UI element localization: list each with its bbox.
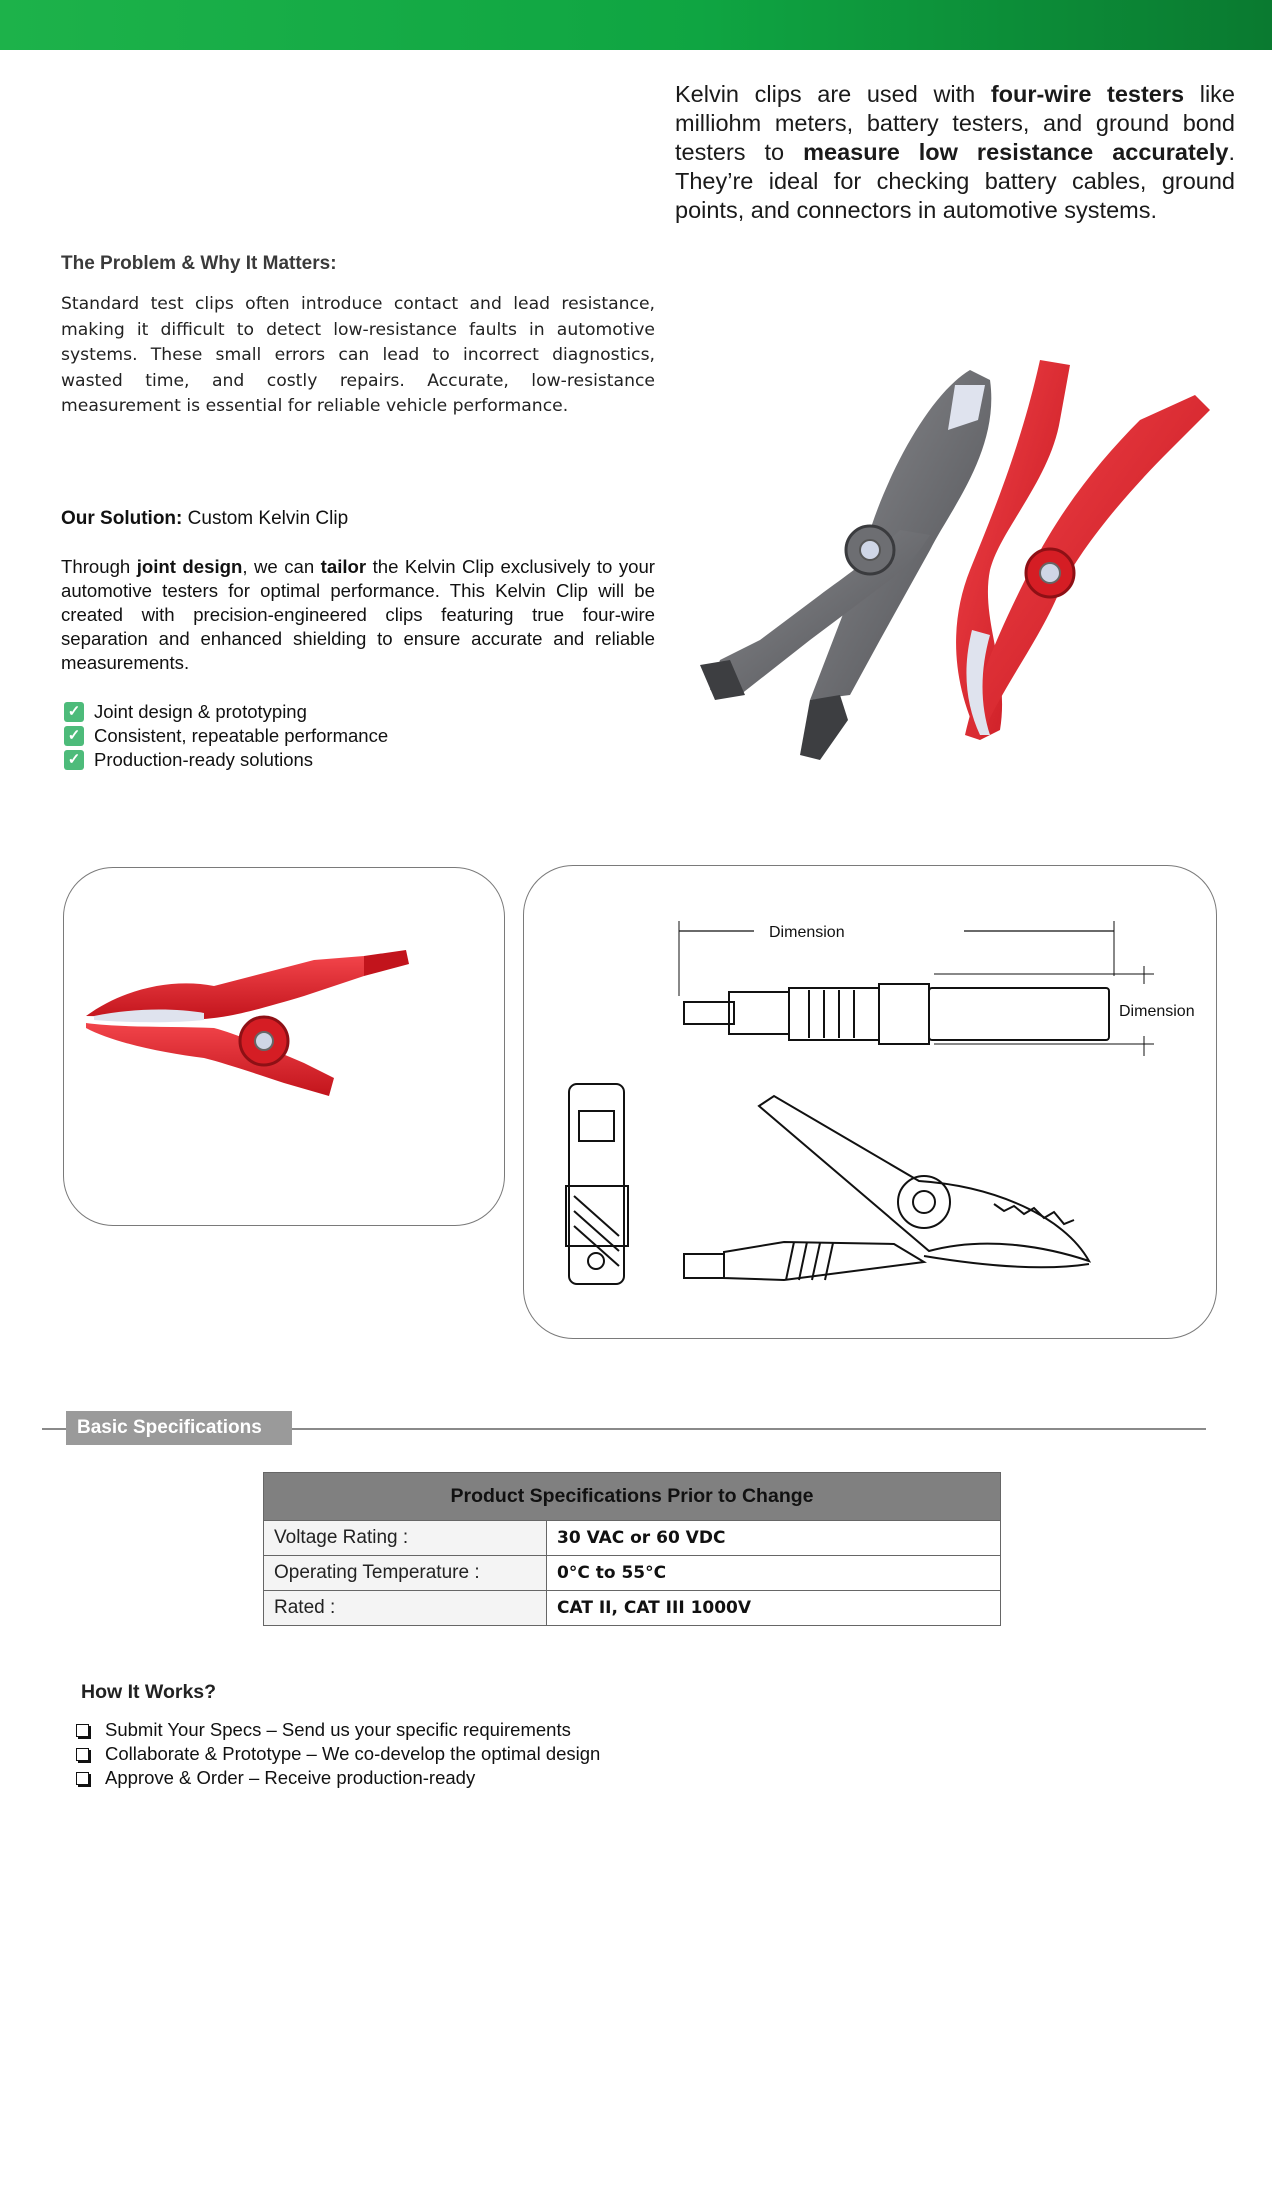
problem-paragraph: Standard test clips often introduce contact and lead resistance, making it difficult to detect low-resistance faults in automotive systems. These small errors can lead to incorrect diagnostics, wasted time, and costly repairs. Accurate, low-resistance measurement is essential for reliable vehicle performance. — [61, 294, 655, 416]
checkbox-icon — [76, 1724, 89, 1737]
checkmark-icon: ✓ — [64, 702, 84, 722]
checkmark-icon: ✓ — [64, 726, 84, 746]
steps-list — [74, 1718, 600, 1790]
checkbox-icon — [76, 1772, 89, 1785]
red-clip-pivot — [1026, 549, 1074, 597]
grey-clip-pivot — [846, 526, 894, 574]
spec-table — [263, 1472, 1001, 1626]
spec-label: Voltage Rating : — [264, 1521, 547, 1556]
clip-pair-illustration — [700, 340, 1260, 770]
list-item: Approve & Order – Receive production-ready — [74, 1766, 600, 1790]
dimension-label-top: Dimension — [769, 924, 845, 941]
intro-paragraph: Kelvin clips are used with four-wire testers like milliohm meters, battery testers, and ground bond testers to measure low resistance accurately. They’re ideal for checking battery cables, ground points, and connectors in automotive systems. — [675, 81, 1235, 223]
section-heading: Basic Specifications — [66, 1411, 292, 1445]
list-item: ✓ Production-ready solutions — [64, 748, 388, 772]
technical-drawing — [524, 866, 1216, 1338]
spec-value: CAT II, CAT III 1000V — [547, 1591, 1001, 1626]
solution-paragraph: Through joint design, we can tailor the Kelvin Clip exclusively to your automotive testers for optimal performance. This Kelvin Clip will be created with precision-engineered clips featuring true four-wire separation and enhanced shielding to ensure accurate and reliable measurements. — [61, 556, 655, 673]
table-row — [264, 1556, 1001, 1591]
benefits-list — [64, 700, 388, 772]
checkmark-icon: ✓ — [64, 750, 84, 770]
list-item: ✓ Consistent, repeatable performance — [64, 724, 388, 748]
spec-value: 0°C to 55°C — [547, 1556, 1001, 1591]
solution-heading: Our Solution: Custom Kelvin Clip — [61, 508, 349, 529]
top-banner — [0, 0, 1272, 50]
red-clip-side-illustration — [64, 868, 504, 1225]
problem-heading: The Problem & Why It Matters: — [61, 253, 337, 274]
how-heading: How It Works? — [81, 1681, 217, 1703]
spec-label: Operating Temperature : — [264, 1556, 547, 1591]
table-row — [264, 1591, 1001, 1626]
red-clip — [956, 360, 1210, 740]
list-item: Submit Your Specs – Send us your specific requirements — [74, 1718, 600, 1742]
dimension-label-side: Dimension — [1119, 1003, 1195, 1020]
spec-table-title: Product Specifications Prior to Change — [264, 1473, 1001, 1521]
table-row — [264, 1521, 1001, 1556]
grey-clip — [700, 370, 991, 760]
list-item: ✓ Joint design & prototyping — [64, 700, 388, 724]
dimension-drawing-panel — [523, 865, 1217, 1339]
spec-label: Rated : — [264, 1591, 547, 1626]
list-item: Collaborate & Prototype – We co-develop the optimal design — [74, 1742, 600, 1766]
spec-value: 30 VAC or 60 VDC — [547, 1521, 1001, 1556]
red-clip-panel — [63, 867, 505, 1226]
checkbox-icon — [76, 1748, 89, 1761]
